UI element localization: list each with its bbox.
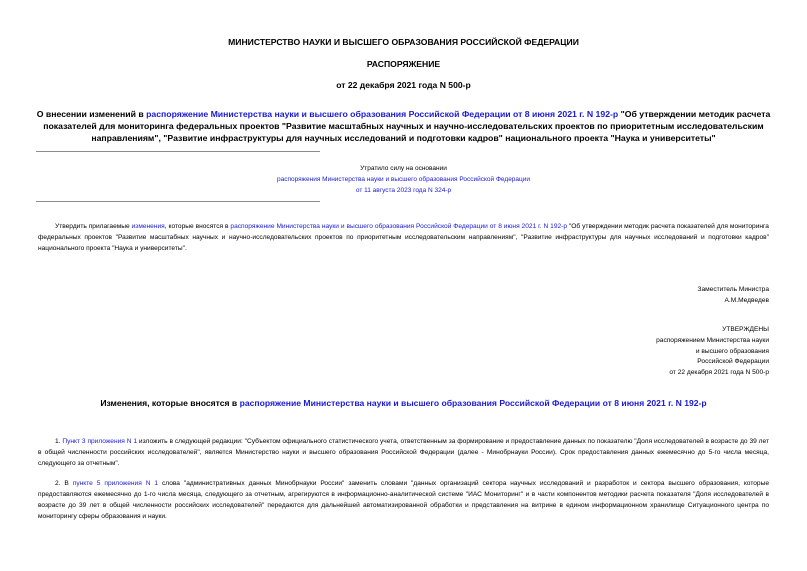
approved-date: от 22 декабря 2021 года N 500-р <box>669 369 769 377</box>
changes-title <box>0 398 807 408</box>
p1-text-c: "Об утверждении методик расчета показателей для мониторинга федеральных проектов "Развитие масштабных научных и научно-исследовательских проектов по приоритетным исследовательским направлениям", "Развитие инфраструктуры для научных исследований и подготовки кадров" национального проекта "Наука и университеты". <box>38 223 769 252</box>
document-type: РАСПОРЯЖЕНИЕ <box>366 59 441 69</box>
p1-text-b: , которые вносятся в <box>164 223 231 230</box>
approved-line4: Российской Федерации <box>697 358 769 366</box>
item2-link[interactable]: пункте 5 приложения N 1 <box>72 480 159 487</box>
title-suffix: "Об утверждении методик расчета показателей для мониторинга федеральных проектов "Развитие масштабных научных и научно-исследовательских проектов по приоритетным исследовательским направлениям", "Развитие инфраструктуры для научных исследований и подготовки кадров" национального проекта "Наука и университеты" <box>43 109 771 143</box>
change-item-2 <box>38 478 769 522</box>
order-192-link[interactable]: распоряжение Министерства науки и высшего образования Российской Федерации от 8 июня 2021 г. N 192-р <box>230 223 568 230</box>
lost-force-date-link[interactable]: от 11 августа 2023 года N 324-р <box>355 187 452 194</box>
changes-title-link[interactable]: распоряжение Министерства науки и высшего образования Российской Федерации от 8 июня 2021 г. N 192-р <box>239 398 707 408</box>
lost-force-link[interactable]: распоряжения Министерства науки и высшего образования Российской Федерации <box>276 176 531 183</box>
divider-top <box>36 151 320 152</box>
title-link[interactable]: распоряжение Министерства науки и высшего образования Российской Федерации от 8 июня 2021 г. N 192-р <box>146 109 619 119</box>
p1-text-a: Утвердить прилагаемые <box>55 223 132 230</box>
ministry-header: МИНИСТЕРСТВО НАУКИ И ВЫСШЕГО ОБРАЗОВАНИЯ РОССИЙСКОЙ ФЕДЕРАЦИИ <box>228 37 579 47</box>
document-date: от 22 декабря 2021 года N 500-р <box>336 80 471 90</box>
item1-number: 1. <box>55 438 63 445</box>
lost-force-note <box>220 163 587 196</box>
signatory-name: А.М.Медведев <box>724 296 769 304</box>
approved-block <box>656 325 769 379</box>
change-item-1 <box>38 436 769 469</box>
changes-link[interactable]: изменения <box>131 223 165 230</box>
signature-block <box>697 285 769 307</box>
document-title <box>22 108 785 144</box>
changes-title-prefix: Изменения, которые вносятся в <box>100 398 240 408</box>
approved-line2: распоряжением Министерства науки <box>656 336 769 344</box>
item1-link[interactable]: Пункт 3 приложения N 1 <box>62 438 138 445</box>
approval-paragraph <box>38 221 769 254</box>
signatory-position: Заместитель Министра <box>697 286 769 293</box>
item2-number: 2. В <box>55 480 73 487</box>
item1-text: изложить в следующей редакции: "Субъектом официального статистического учета, ответственным за формирование и предоставление данных по показателю "Доля исследователей в возрасте до 39 лет в общей численности российских исследователей", является Министерство науки и высшего образования Российской Федерации (далее - Минобрнауки России). Срок предоставления данных ежемесячно до 5-го числа месяца, следующего за отчетным". <box>38 438 769 467</box>
approved-line3: и высшего образования <box>695 347 769 355</box>
lost-force-line1: Утратило силу на основании <box>360 165 447 172</box>
title-prefix: О внесении изменений в <box>36 109 147 119</box>
divider-bottom <box>36 201 320 202</box>
item2-text: слова "административных данных Минобрнауки России" заменить словами "данных организаций сектора научных исследований и разработок и сектора высшего образования, которые предоставляются ежемесячно до 1-го числа месяца, следующего за отчетным, агрегируются в информационно-аналитической системе "ИАС Мониторинг" и в части компонентов методики расчета показателя "Доля исследователей в возрасте до 39 лет в общей численности российских исследователей" передаются для дальнейшей автоматизированной обработки и представления на витрине в едином информационном хранилище Ситуационного центра по мониторингу сферы образования и науки. <box>38 480 770 520</box>
approved-label: УТВЕРЖДЕНЫ <box>722 326 769 333</box>
